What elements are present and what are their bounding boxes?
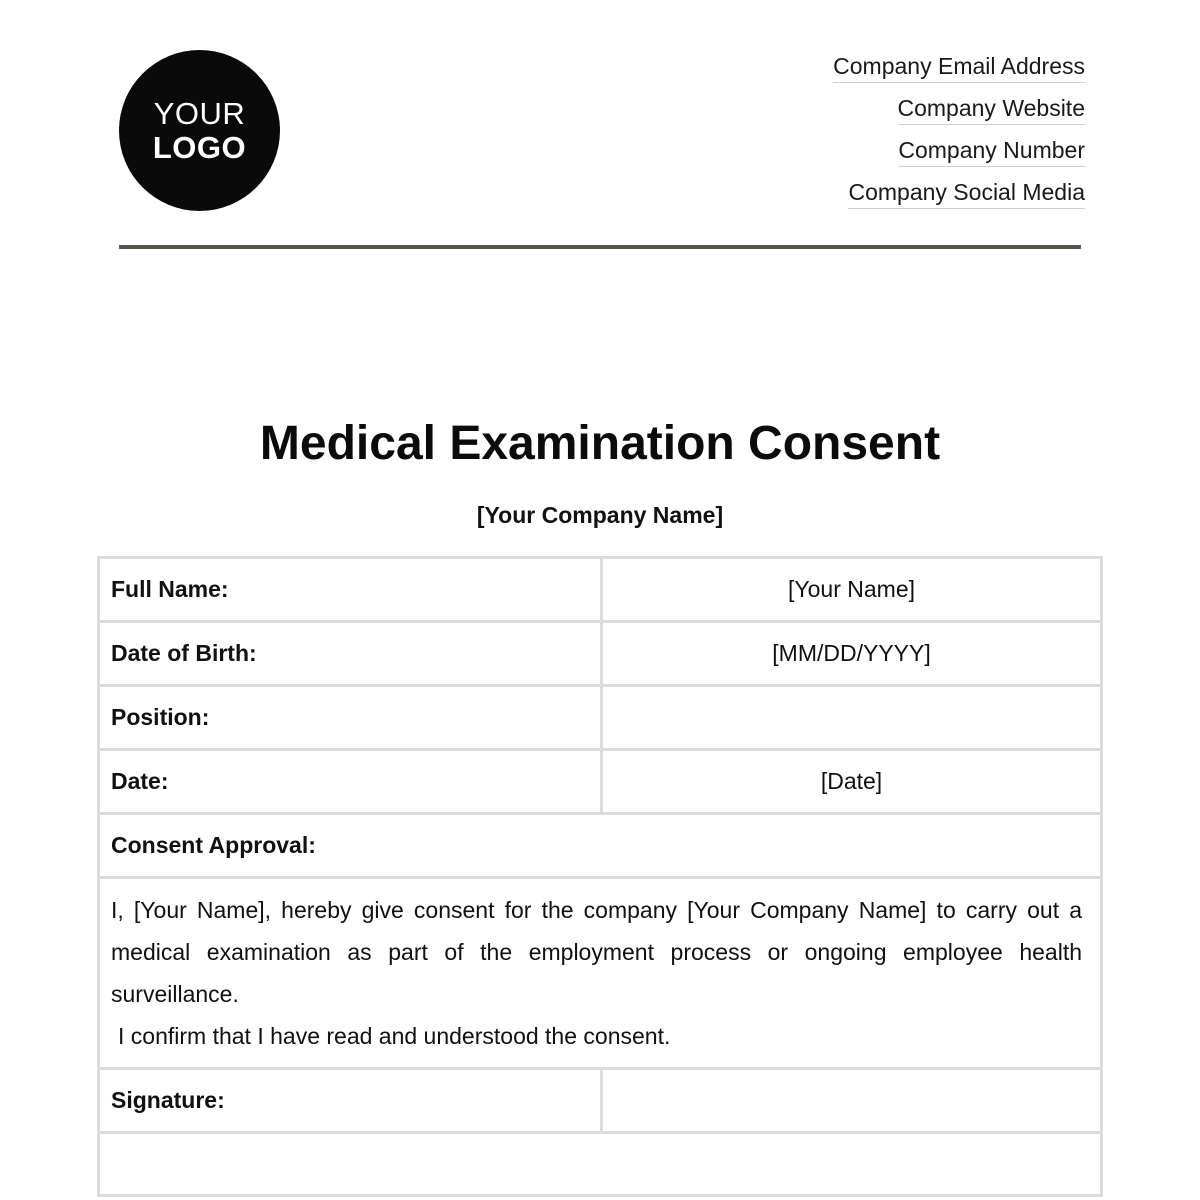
table-row	[99, 1069, 1102, 1133]
table-row	[99, 1133, 1102, 1196]
date-of-birth-field[interactable]: [MM/DD/YYYY]	[602, 622, 1102, 686]
consent-text: I, [Your Name], hereby give consent for the company [Your Company Name] to carry out a medical examination as part of the employment process or ongoing employee health surveillance.	[111, 897, 1082, 1007]
company-logo	[119, 50, 280, 211]
company-email: Company Email Address	[833, 52, 1085, 83]
company-contact-block	[833, 52, 1085, 220]
signature-field[interactable]	[602, 1069, 1102, 1133]
position-label: Position:	[99, 686, 602, 750]
table-row	[99, 622, 1102, 686]
company-website: Company Website	[898, 94, 1086, 125]
consent-statement	[99, 878, 1102, 1069]
logo-text-top: YOUR	[153, 95, 246, 131]
company-social-media: Company Social Media	[848, 178, 1085, 209]
date-label: Date:	[99, 750, 602, 814]
blank-row	[99, 1133, 1102, 1196]
consent-approval-label: Consent Approval:	[99, 814, 1102, 878]
full-name-field[interactable]: [Your Name]	[602, 558, 1102, 622]
table-row	[99, 878, 1102, 1069]
table-row	[99, 558, 1102, 622]
date-field[interactable]: [Date]	[602, 750, 1102, 814]
date-of-birth-label: Date of Birth:	[99, 622, 602, 686]
full-name-label: Full Name:	[99, 558, 602, 622]
table-row	[99, 750, 1102, 814]
table-row	[99, 686, 1102, 750]
position-field[interactable]	[602, 686, 1102, 750]
company-name-subtitle: [Your Company Name]	[476, 502, 724, 528]
signature-label: Signature:	[99, 1069, 602, 1133]
header-divider	[119, 245, 1081, 249]
consent-form-table	[97, 556, 1103, 1197]
logo-text-bottom: LOGO	[152, 129, 247, 165]
confirmation-text: I confirm that I have read and understood the consent.	[118, 1023, 671, 1049]
company-number: Company Number	[898, 136, 1085, 167]
table-row	[99, 814, 1102, 878]
document-title: Medical Examination Consent	[259, 417, 941, 470]
